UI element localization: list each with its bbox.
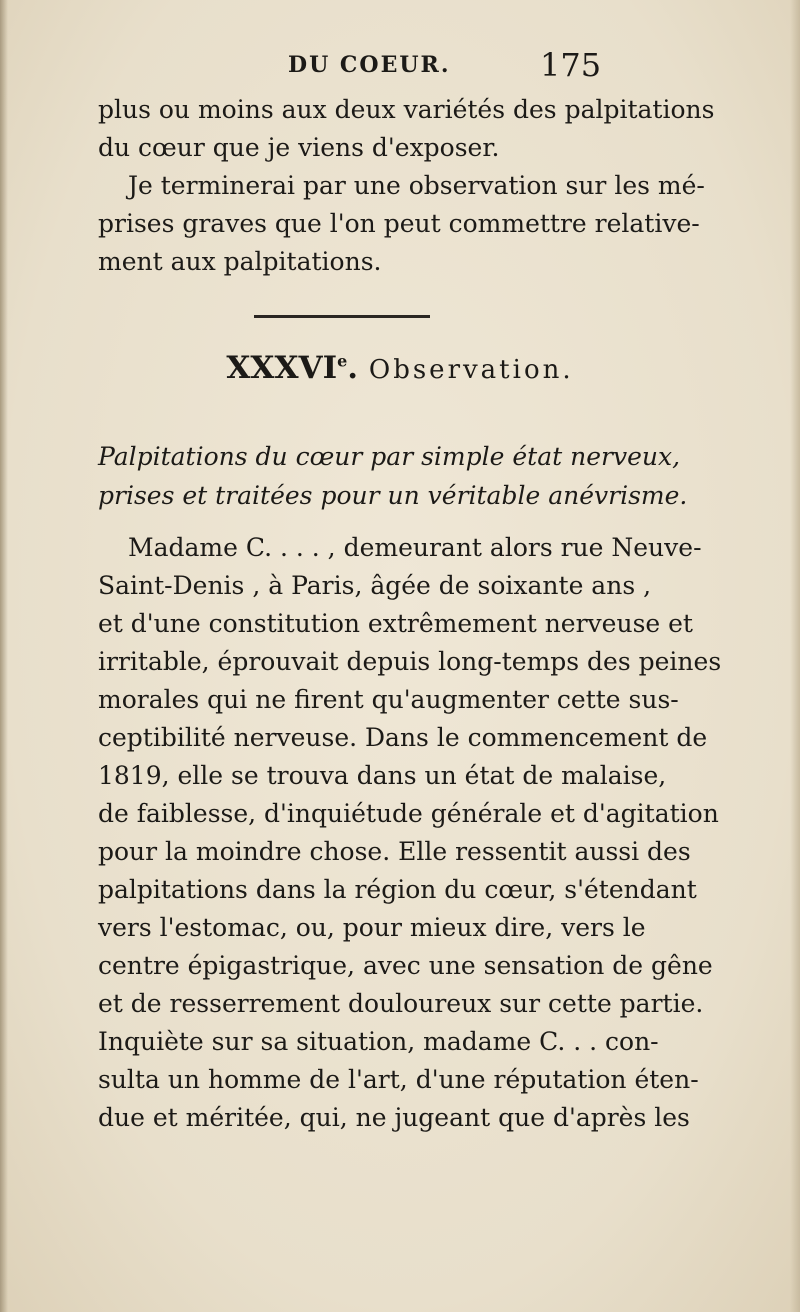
text-line: Inquiète sur sa situation, madame C. . . con- <box>98 1027 659 1056</box>
text-line: plus ou moins aux deux variétés des palpitations <box>98 95 715 124</box>
observation-subtitle <box>98 437 688 515</box>
text-line: centre épigastrique, avec une sensation de gêne <box>98 951 713 980</box>
page-left-edge-shadow <box>0 0 8 1312</box>
text-line: sulta un homme de l'art, d'une réputation éten- <box>98 1065 699 1094</box>
subtitle-line: Palpitations du cœur par simple état nerveux, <box>98 442 681 471</box>
text-line: morales qui ne firent qu'augmenter cette sus- <box>98 685 679 714</box>
paragraph-2 <box>98 167 705 281</box>
text-line: et de resserrement douloureux sur cette partie. <box>98 989 704 1018</box>
text-line: irritable, éprouvait depuis long-temps des peines <box>98 647 722 676</box>
observation-label: Observation. <box>368 355 574 385</box>
text-line: 1819, elle se trouva dans un état de malaise, <box>98 761 667 790</box>
page-number: 175 <box>540 46 602 84</box>
subtitle-line: prises et traitées pour un véritable anévrisme. <box>98 481 688 510</box>
observation-number-suffix: e <box>337 351 348 371</box>
observation-heading: XXXVIe. Observation. <box>226 350 574 386</box>
text-line: Madame C. . . . , demeurant alors rue Neuve- <box>128 533 702 562</box>
observation-number: XXXVI <box>226 350 338 386</box>
paragraph-1 <box>98 91 715 167</box>
page-right-edge-shadow <box>790 0 800 1312</box>
text-line: et d'une constitution extrêmement nerveuse et <box>98 609 693 638</box>
text-line: palpitations dans la région du cœur, s'étendant <box>98 875 697 904</box>
text-line: Saint-Denis , à Paris, âgée de soixante ans , <box>98 571 652 600</box>
text-line: vers l'estomac, ou, pour mieux dire, vers le <box>98 913 646 942</box>
text-line: ceptibilité nerveuse. Dans le commencement de <box>98 723 708 752</box>
text-line: prises graves que l'on peut commettre relative- <box>98 209 700 238</box>
page-header <box>0 46 800 90</box>
paragraph-3 <box>98 529 722 1137</box>
text-line: ment aux palpitations. <box>98 247 382 276</box>
text-line: du cœur que je viens d'exposer. <box>98 133 500 162</box>
text-line: Je terminerai par une observation sur les mé- <box>128 171 705 200</box>
section-divider-rule <box>254 315 430 318</box>
text-line: pour la moindre chose. Elle ressentit aussi des <box>98 837 691 866</box>
running-head: DU COEUR. <box>288 52 451 78</box>
text-line: de faiblesse, d'inquiétude générale et d'agitation <box>98 799 719 828</box>
text-line: due et méritée, qui, ne jugeant que d'après les <box>98 1103 690 1132</box>
